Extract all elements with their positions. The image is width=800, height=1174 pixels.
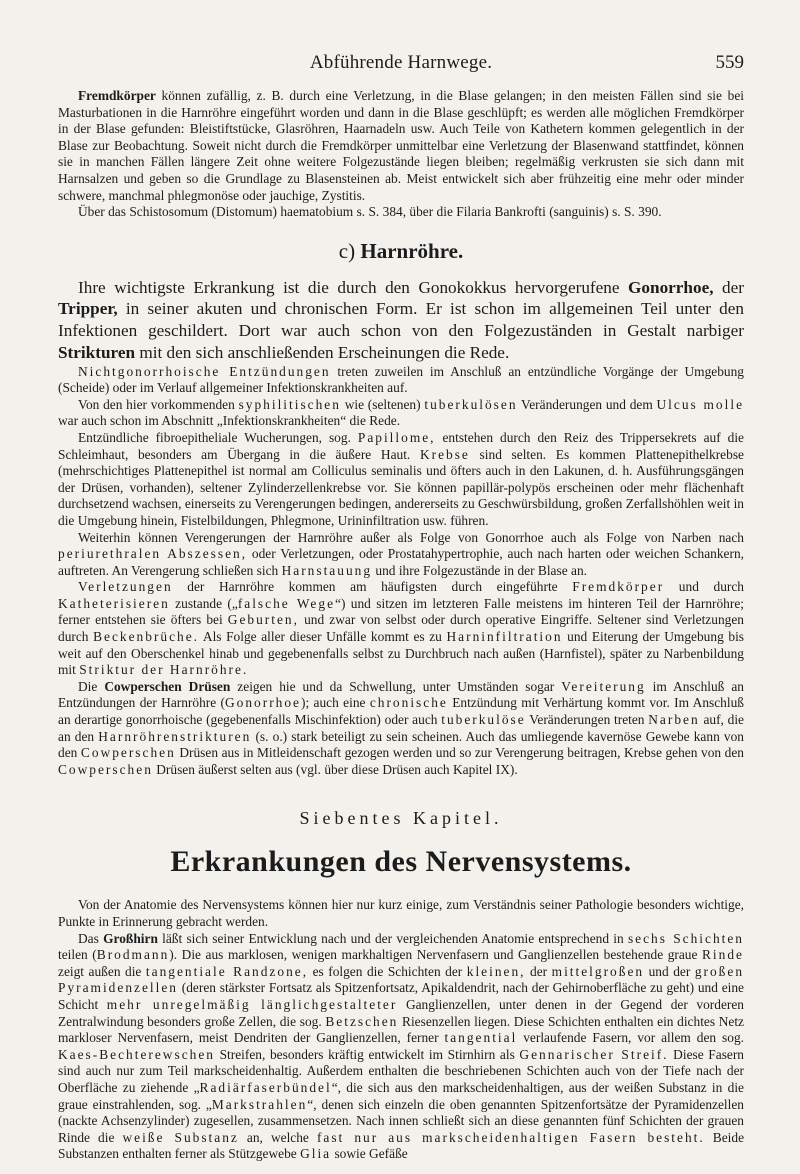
paragraph-syphilitisch: Von den hier vorkommenden syphilitischen wie (seltenen) tuberkulösen Veränderungen und dem Ulcus molle war auch schon im Abschnitt „Infektionskrankheiten“ die Rede.: [58, 396, 745, 429]
running-header: [58, 0, 744, 88]
intro-block: [58, 277, 744, 364]
page-number: 559: [715, 52, 744, 73]
paragraph-intro-gonorrhoe: Ihre wichtigste Erkrankung ist die durch den Gonokokkus hervorgerufene Gonorrhoe, der Tripper, in seiner akuten und chronischen Form. Er ist schon im allgemeinen Teil unter den Infektionen geschildert. Dort war auch schon von den Folgezuständen in Gestalt narbiger Strikturen mit den sich anschließenden Erscheinungen die Rede.: [58, 277, 744, 362]
chapter-label: Siebentes Kapitel.: [299, 808, 503, 829]
paragraph-nichtgonorrhoisch: Nichtgonorrhoische Entzündungen treten zuweilen im Anschluß an entzündliche Vorgänge der Umgebung (Scheide) oder im Verlauf allgemeiner Infektionskrankheiten auf.: [58, 363, 744, 396]
section-heading-harnroehre: c) Harnröhre.: [338, 238, 464, 263]
paragraph-fremdkoerper: Fremdkörper können zufällig, z. B. durch eine Verletzung, in die Blase gelangen; in den meisten Fällen sind sie bei Masturbationen in die Harnröhre eingeführt worden und dann in die Blase geschlüpft; es werden alle möglichen Fremdkörper in der Blase gefunden: Bleistiftstücke, Glasröhren, Haarnadeln usw. Auch Teile von Kathetern kommen gelegentlich in der Blase zur Beobachtung. Soweit nicht durch die Fremdkörper unmittelbar eine Verletzung der Blasenwand stattfindet, können sie in manchen Fällen längere Zeit ohne weitere Folgezustände liegen bleiben; regelmäßig verkrusten sie sich dann mit Harnsalzen und geben so die Grundlage zu Blasensteinen ab. Meist entwickelt sich aber frühzeitig eine mehr oder minder schwere, manchmal phlegmonöse oder jauchige, Zystitis.: [58, 88, 744, 203]
paragraph-cowpersche-druesen: Die Cowperschen Drüsen zeigen hie und da Schwellung, unter Umständen sogar Vereiterung im Anschluß an Entzündungen der Harnröhre (Gonorrhoe); auch eine chronische Entzündung mit Verhärtung kommt vor. Im Anschluß an derartige gonorrhoische (gegebenenfalls Mischinfektion) oder auch tuberkulöse Veränderungen treten Narben auf, die an den Harnröhrenstrikturen (s. o.) stark beteiligt zu sein scheinen. Auch das umliegende kavernöse Gewebe kann von den Cowperschen Drüsen aus in Mitleidenschaft gezogen werden und so zur Verengerung beitragen, Krebse gehen von den Cowperschen Drüsen äußerst selten aus (vgl. über diese Drüsen auch Kapitel IX).: [58, 678, 745, 777]
running-title: Abführende Harnwege.: [309, 52, 493, 73]
paragraph-verletzungen: Verletzungen der Harnröhre kommen am häufigsten durch eingeführte Fremdkörper und durch Katheterisieren zustande („falsche Wege“) und sitzen im letzteren Falle meistens im hinteren Teil der Harnröhre; ferner entstehen sie öfters bei Geburten, und zwar von selbst oder durch operative Eingriffe. Seltener sind Verletzungen durch Beckenbrüche. Als Folge aller dieser Unfälle kommt es zu Harninfiltration und Eiterung der Umgebung bis weit auf den Oberschenkel hinab und gegebenenfalls selbst zu Durchbruch nach außen (Harnfistel), später zu Narbenbildung mit Striktur der Harnröhre.: [58, 579, 745, 678]
paragraph-verengerungen: Weiterhin können Verengerungen der Harnröhre außer als Folge von Gonorrhoe auch als Folge von Narben nach periurethralen Abszessen, oder Verletzungen, oder Prostatahypertrophie, auch nach harten oder weichen Schankern, auftreten. An Verengerung schließen sich Harnstauung und ihre Folgezustände in der Blase an.: [58, 529, 745, 578]
paragraph-schistosomum: Über das Schistosomum (Distomum) haematobium s. S. 384, über die Filaria Bankrofti (sanguinis) s. S. 390.: [78, 204, 662, 220]
paragraph-papillome: Entzündliche fibroepitheliale Wucherungen, sog. Papillome, entstehen durch den Reiz des Trippersekrets auf die Schleimhaut, besonders am Übergang in die äußere Haut. Krebse sind selten. Es kommen Plattenepithelkrebse (mehrschichtiges Plattenepithel ist normal am Colliculus seminalis und öfters auch in den Lakunen, d. h. Ausführungsgängen der Drüsen, vorhanden), seltener Zylinderzellenkrebse vor. Sie können papillär-polypös erscheinen oder mehr flächenhaft durchsetzend wachsen, einerseits zu Verengerungen bedingen, andererseits zu Geschwürsbildung, großen Zerfallshöhlen weit in die Umgebung hinein, Fistelbildungen, Phlegmone, Urininfiltration usw. führen.: [58, 429, 745, 528]
chapter-title: Erkrankungen des Nervensystems.: [170, 845, 632, 879]
paragraph-grosshirn: Das Großhirn läßt sich seiner Entwicklung nach und der vergleichenden Anatomie entsprechend in sechs Schichten teilen (Brodmann). Die aus marklosen, wenigen markhaltigen Nervenfasern und Ganglienzellen bestehende graue Rinde zeigt außen die tangentiale Randzone, es folgen die Schichten der kleinen, der mittelgroßen und der großen Pyramidenzellen (deren stärkster Fortsatz als Spitzenfortsatz, Apikaldendrit, nach der Gehirnoberfläche zu geht) und eine Schicht mehr unregelmäßig länglichgestalteter Ganglienzellen, unter denen in der Gegend der vorderen Zentralwindung besonders große Zellen, die sog. Betzschen Riesenzellen liegen. Diese Schichten enthalten ein dichtes Netz markloser Nervenfasern, meist Dendriten der Ganglienzellen, ferner tangential verlaufende Fasern, vor allem den sog. Kaes-Bechterewschen Streifen, besonders kräftig entwickelt im Stirnhirn als Gennarischer Streif. Diese Fasern sind auch nur zum Teil markscheidenhaltig. Außerdem enthalten die beschriebenen Schichten auch von der Tiefe nach der Oberfläche zu ziehende „Radiärfaserbündel“, die sich aus den markscheidenhaltigen, aus der weißen Substanz in die graue einstrahlenden, sog. „Markstrahlen“, denen sich einzeln die oben genannten Spitzenfortsätze der Pyramidenzellen (nackte Achsenzylinder) zugesellen, zusammensetzen. Nach innen schließt sich an diese genannten fünf Schichten der grauen Rinde die weiße Substanz an, welche fast nur aus markscheidenhaltigen Fasern besteht. Beide Substanzen enthalten ferner als Stützgewebe Glia sowie Gefäße: [58, 930, 745, 1162]
paragraph-anatomie: Von der Anatomie des Nervensystems können hier nur kurz einige, zum Verständnis seiner Pathologie besonders wichtige, Punkte in Erinnerung gebracht werden.: [58, 897, 744, 929]
